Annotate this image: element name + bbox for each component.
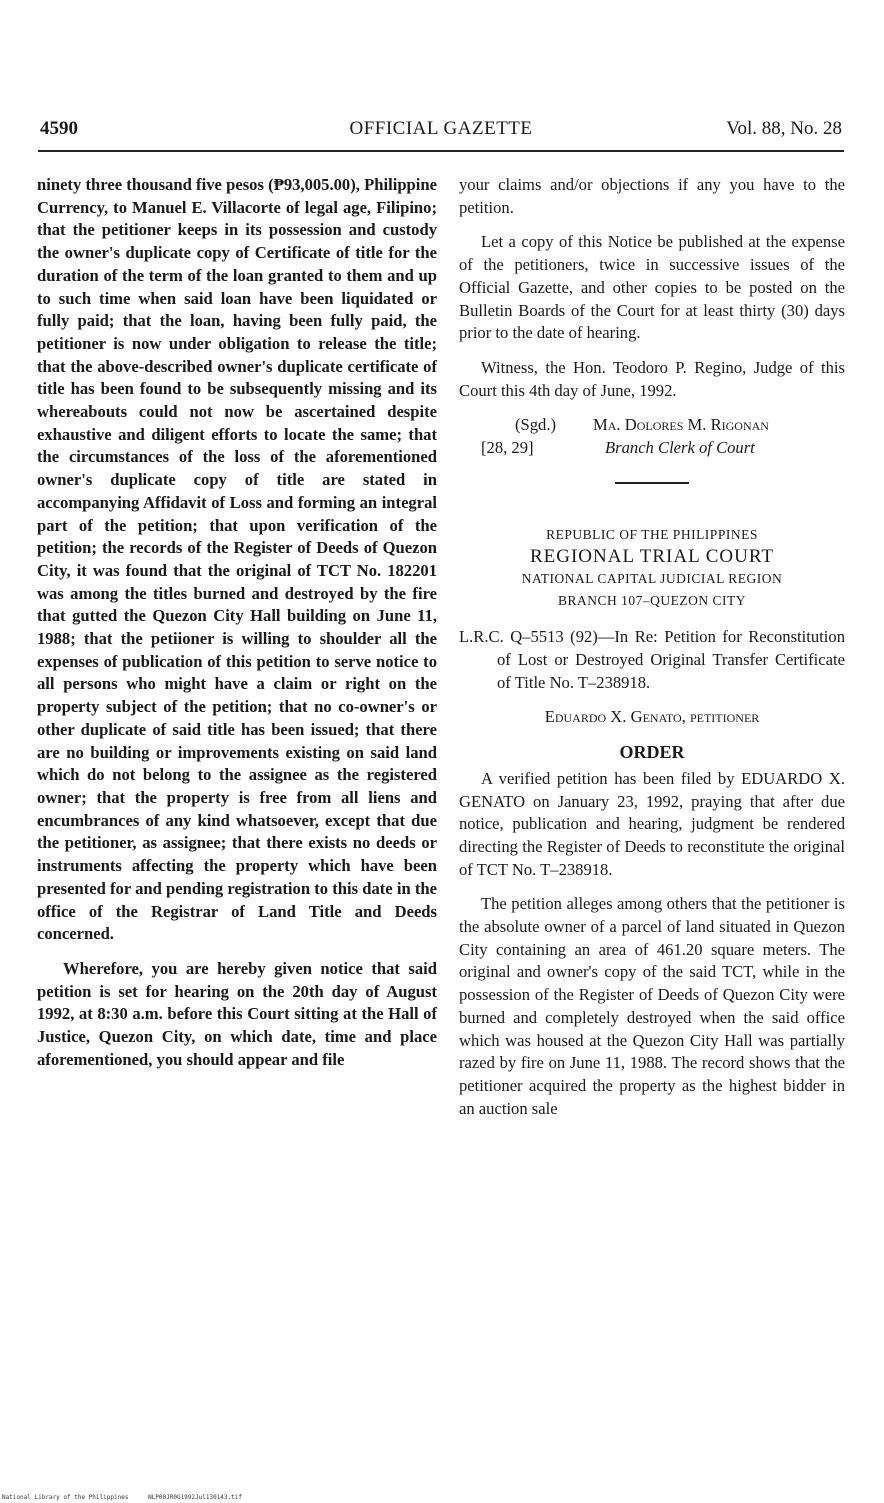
- signature-name: Ma. Dolores M. Rigonan: [593, 415, 769, 435]
- case-title: L.R.C. Q–5513 (92)—In Re: Petition for Reconstitution of Lost or Destroyed Original Transfer Certificate of Title No. T–238918.: [459, 627, 845, 692]
- section-divider: [615, 482, 689, 484]
- right-paragraph-witness: Witness, the Hon. Teodoro P. Regino, Judge of this Court this 4th day of June, 1992.: [459, 357, 845, 400]
- order-paragraph-2: The petition alleges among others that the petitioner is the absolute owner of a parcel of land situated in Quezon City containing an area of 461.20 square meters. The original and owner's copy of the said TCT, while in the possession of the Register of Deeds of Quezon City were burned and completely destroyed when the said office which was housed at the Quezon City Hall was partially razed by fire on June 11, 1988. The record shows that the petitioner acquired the property as the highest bidder in an auction sale: [459, 894, 845, 1118]
- left-paragraph-wherefore: Wherefore, you are hereby given notice that said petition is set for hearing on the 20th day of August 1992, at 8:30 a.m. before this Court sitting at the Hall of Justice, Quezon City, on which date, time and place aforementioned, you should appear and file: [37, 958, 437, 1069]
- branch-heading: BRANCH 107–QUEZON CITY: [558, 593, 746, 609]
- signature-block: [459, 414, 845, 462]
- petitioner-line: Eduardo X. Genato, petitioner: [544, 707, 760, 727]
- publication-title: OFFICIAL GAZETTE: [349, 118, 533, 139]
- header-divider: [38, 150, 844, 152]
- page-number: 4590: [40, 118, 78, 139]
- order-paragraph-1: A verified petition has been filed by EDUARDO X. GENATO on January 23, 1992, praying that after due notice, publication and hearing, judgment be rendered directing the Register of Deeds to reconstitute the original of TCT No. T–238918.: [459, 768, 845, 879]
- left-column: [37, 174, 437, 1083]
- right-column: [459, 174, 845, 1132]
- right-paragraph-publish: Let a copy of this Notice be published at the expense of the petitioners, twice in successive issues of the Official Gazette, and other copies to be posted on the Bulletin Boards of the Court for at least thirty (30) days prior to the date of hearing.: [459, 232, 845, 343]
- page-header: [40, 118, 842, 144]
- republic-heading: REPUBLIC OF THE PHILIPPINES: [546, 527, 758, 543]
- signature-position: Branch Clerk of Court: [605, 438, 755, 458]
- footer-file: NLP00JR0G1992Jul130143.tif: [148, 1494, 242, 1501]
- court-heading: REGIONAL TRIAL COURT: [529, 546, 775, 568]
- signature-sgd: (Sgd.): [515, 415, 557, 435]
- issue-numbers: [28, 29]: [481, 438, 534, 458]
- volume-number: Vol. 88, No. 28: [726, 118, 842, 139]
- left-paragraph-1: ninety three thousand five pesos (₱93,005.00), Philippine Currency, to Manuel E. Villacorte of legal age, Filipino; that the petitioner keeps in its possession and custody the owner's duplicate copy of Certificate of title for the duration of the term of the loan granted to them and up to such time when said loan have been liquidated or fully paid; that the loan, having been fully paid, the petitioner is now under obligation to release the title; that the above-described owner's duplicate certificate of title has been found to be subsequently missing and its whereabouts could not now be ascertained despite exhaustive and diligent efforts to locate the same; that the circumstances of the loss of the aforementioned owner's duplicate copy of title are stated in accompanying Affidavit of Loss and forming an integral part of the petition; that upon verification of the petition; the records of the Register of Deeds of Quezon City, it was found that the original of TCT No. 182201 was among the titles burned and destroyed by the fire that gutted the Quezon City Hall building on June 11, 1988; that the petiioner is willing to shoulder all the expenses of publication of this petition to serve notice to all persons who might have a claim or right on the property subject of the petition; that no co-owner's or other duplicate of said title has been issued; that there are no building or improvements existing on said land which do not belong to the assignee as the registered owner; that the property is free from all liens and encumbrances of any kind whatsoever, except that due the petitioner, as assignee; that there exists no deeds or instruments affecting the property which have been presented for and pending registration to this date in the office of the Registrar of Land Title and Deeds concerned.: [37, 175, 437, 944]
- footer-library: National Library of the Philippines: [2, 1494, 129, 1501]
- region-heading: NATIONAL CAPITAL JUDICIAL REGION: [521, 571, 783, 587]
- scan-footer: [2, 1494, 258, 1501]
- right-paragraph-claims: your claims and/or objections if any you have to the petition.: [459, 175, 845, 217]
- order-heading: ORDER: [619, 742, 685, 763]
